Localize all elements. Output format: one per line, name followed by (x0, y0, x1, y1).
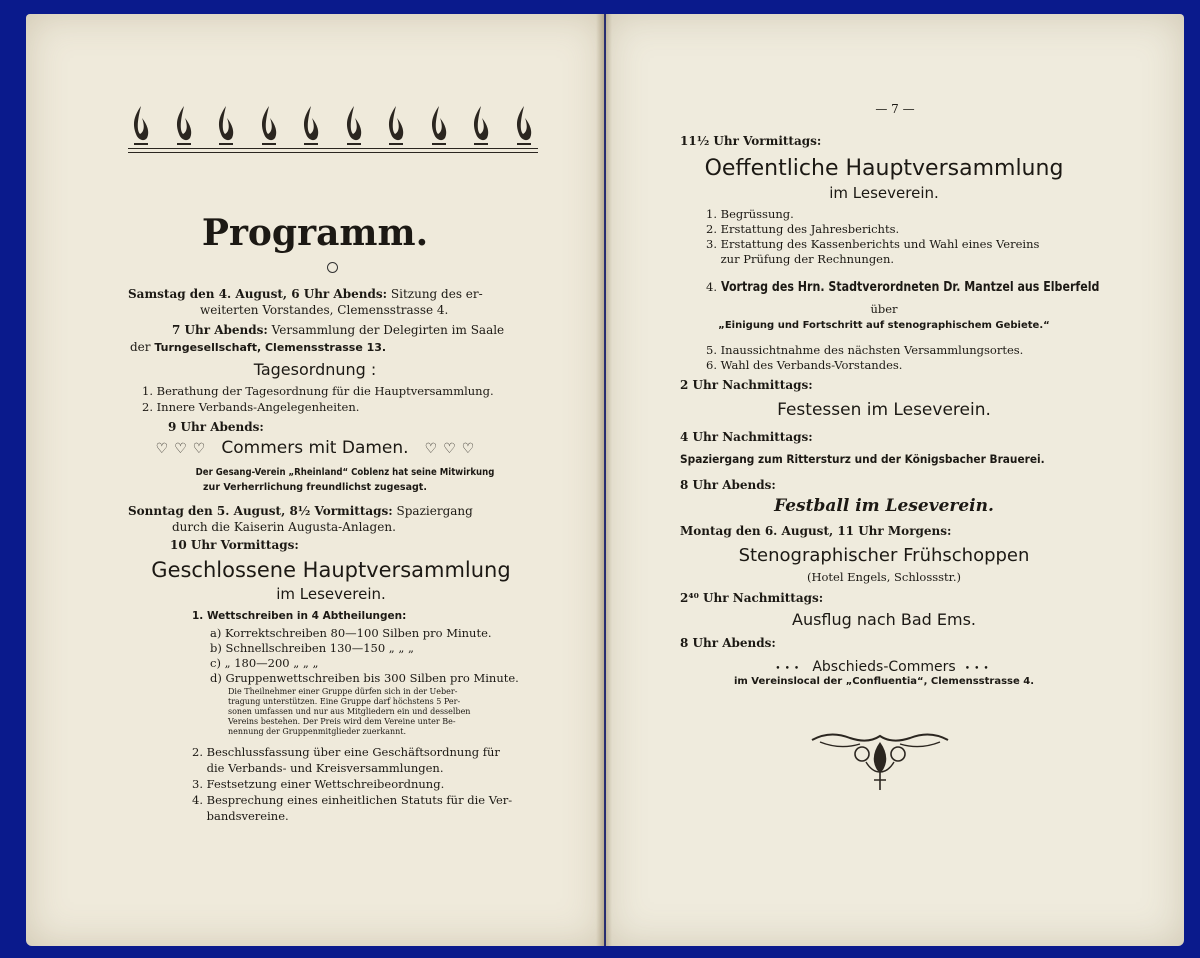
wett-item: a) Korrektschreiben 80—100 Silben pro Minute. (210, 626, 492, 640)
wettschreiben-heading: 1. Wettschreiben in 4 Abtheilungen: (192, 610, 407, 622)
heart-ornament-icon: ♡ (155, 441, 169, 457)
agenda-item: 1. Begrüssung. (706, 207, 794, 221)
seven-pm-line: 7 Uhr Abends: Versammlung der Delegirten im Saale (172, 323, 505, 337)
nine-pm-heading: 9 Uhr Abends: (168, 420, 264, 434)
ornament-rule (128, 152, 538, 153)
dots-ornament-icon: ••• (775, 664, 804, 674)
festball-title: Festball im Leseverein. (774, 496, 994, 516)
flame-icon (385, 104, 407, 146)
agenda-item: 2. Erstattung des Jahresberichts. (706, 222, 900, 236)
agenda-item: 4. Besprechung eines einheitlichen Statuts für die Ver- (192, 793, 513, 807)
agenda-item: 5. Inaussichtnahme des nächsten Versammlungsortes. (706, 343, 1024, 357)
heart-ornament-icon: ♡ (443, 441, 456, 457)
flame-icon (173, 104, 195, 146)
ueber-text: über (870, 302, 898, 316)
gesang-note-2: zur Verherrlichung freundlichst zugesagt. (203, 482, 427, 493)
monday-heading: Montag den 6. August, 11 Uhr Morgens: (680, 524, 952, 538)
ausflug-title: Ausflug nach Bad Ems. (792, 610, 976, 629)
heart-ornament-icon: ♡ (174, 441, 187, 457)
sunday-line: Sonntag den 5. August, 8½ Vormittags: Spaziergang (128, 504, 473, 518)
flame-icon (513, 104, 535, 146)
flame-icon (470, 104, 492, 146)
fruehschoppen-title: Stenographischer Frühschoppen (738, 545, 1030, 566)
two-pm-heading: 2 Uhr Nachmittags: (680, 378, 813, 392)
saturday-line-2: weiterten Vorstandes, Clemensstrasse 4. (200, 303, 449, 317)
ornament-rule (128, 148, 538, 149)
flame-icon (300, 104, 322, 146)
abschieds-title: Abschieds-Commers (812, 659, 956, 675)
flame-icon (258, 104, 280, 146)
gruppe-note-line: nennung der Gruppenmitglieder zuerkannt. (228, 727, 407, 736)
geschlossene-title: Geschlossene Hauptversammlung (151, 558, 511, 582)
spaziergang-line: Spaziergang zum Rittersturz und der Königsbacher Brauerei. (680, 452, 1045, 466)
eleven-thirty-heading: 11½ Uhr Vormittags: (680, 134, 822, 148)
heart-ornament-icon: ♡ (424, 441, 438, 457)
eight-pm-heading: 8 Uhr Abends: (680, 478, 776, 492)
wett-item: c) „ 180—200 „ „ „ (210, 656, 319, 670)
agenda-item: 3. Erstattung des Kassenberichts und Wahl eines Vereins (706, 237, 1040, 251)
abschieds-line (606, 656, 1162, 675)
saturday-line: Samstag den 4. August, 6 Uhr Abends: Sitzung des er- (128, 287, 483, 301)
gesang-note: Der Gesang-Verein „Rheinland“ Coblenz hat seine Mitwirkung (195, 467, 495, 478)
leseverein-subtitle: im Leseverein. (276, 585, 386, 603)
gruppe-note-line: Die Theilnehmer einer Gruppe dürfen sich in der Ueber- (228, 687, 458, 696)
dots-ornament-icon: ••• (964, 664, 993, 674)
heart-ornament-icon: ♡ (461, 441, 475, 457)
page-fold (596, 14, 612, 946)
vereinslocal-note: im Vereinslocal der „Confluentia“, Clemensstrasse 4. (733, 676, 1035, 687)
ten-am-heading: 10 Uhr Vormittags: (170, 538, 299, 552)
flame-ornament-row (130, 104, 535, 154)
wett-item: b) Schnellschreiben 130—150 „ „ „ (210, 641, 414, 655)
agenda-item: bandsvereine. (192, 809, 289, 823)
gruppe-note-line: Vereins bestehen. Der Preis wird dem Vereine unter Be- (228, 717, 456, 726)
commers-title: Commers mit Damen. (221, 438, 409, 458)
tagesordnung-heading: Tagesordnung : (253, 360, 377, 379)
commers-line (26, 438, 604, 458)
sunday-line-2: durch die Kaiserin Augusta-Anlagen. (172, 520, 396, 534)
flame-icon (215, 104, 237, 146)
agenda-item: 6. Wahl des Verbands-Vorstandes. (706, 358, 903, 372)
agenda-item: 2. Innere Verbands-Angelegenheiten. (142, 400, 360, 414)
page-number: — 7 — (875, 102, 915, 116)
page-title: Programm. (201, 212, 429, 254)
agenda-item: 1. Berathung der Tagesordnung für die Hauptversammlung. (142, 384, 494, 398)
heart-ornament-icon: ♡ (192, 441, 206, 457)
oeffentliche-title: Oeffentliche Hauptversammlung (704, 156, 1064, 181)
agenda-item: zur Prüfung der Rechnungen. (706, 252, 895, 266)
festessen-title: Festessen im Leseverein. (777, 400, 991, 420)
two-forty-heading: 2⁴⁰ Uhr Nachmittags: (680, 591, 824, 605)
four-pm-heading: 4 Uhr Nachmittags: (680, 430, 813, 444)
eight-pm-heading-2: 8 Uhr Abends: (680, 636, 776, 650)
floral-ornament-icon (810, 728, 950, 794)
gruppe-note-line: sonen umfassen und nur aus Mitgliedern ein und desselben (228, 707, 471, 716)
wett-item: d) Gruppenwettschreiben bis 300 Silben pro Minute. (210, 671, 519, 685)
vortrag-line: 4. Vortrag des Hrn. Stadtverordneten Dr. Mantzel aus Elberfeld (706, 280, 1100, 295)
circle-ornament-icon (327, 262, 338, 273)
hotel-note: (Hotel Engels, Schlossstr.) (806, 570, 962, 584)
agenda-item: die Verbands- und Kreisversammlungen. (192, 761, 444, 775)
einigung-title: „Einigung und Fortschritt auf stenographischem Gebiete.“ (718, 320, 1050, 331)
leseverein-subtitle: im Leseverein. (829, 184, 939, 202)
seven-pm-line-2: der Turngesellschaft, Clemensstrasse 13. (130, 340, 387, 354)
gruppe-note-line: tragung unterstützen. Eine Gruppe darf höchstens 5 Per- (228, 697, 461, 706)
flame-icon (428, 104, 450, 146)
agenda-item: 2. Beschlussfassung über eine Geschäftsordnung für (192, 745, 500, 759)
flame-icon (343, 104, 365, 146)
flame-icon (130, 104, 152, 146)
agenda-item: 3. Festsetzung einer Wettschreibeordnung. (192, 777, 445, 791)
